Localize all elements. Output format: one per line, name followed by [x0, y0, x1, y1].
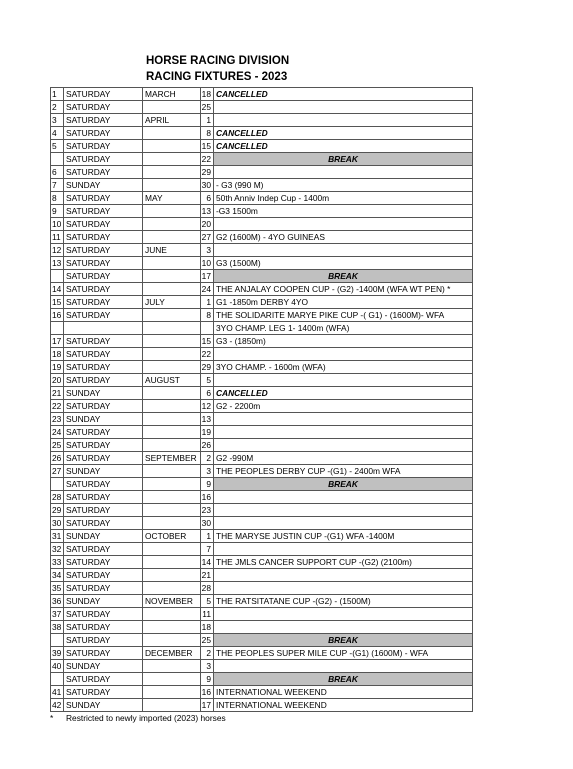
fixture-row	[51, 699, 473, 712]
day-cell: SUNDAY	[64, 179, 143, 192]
month-cell: SEPTEMBER	[143, 452, 201, 465]
event-cell: BREAK	[214, 270, 473, 283]
date-cell: 9	[201, 478, 214, 491]
event-cell: G1 -1850m DERBY 4YO	[214, 296, 473, 309]
row-number-cell	[51, 270, 64, 283]
event-cell: - G3 (990 M)	[214, 179, 473, 192]
event-cell	[214, 621, 473, 634]
fixture-row	[51, 283, 473, 296]
fixture-row	[51, 582, 473, 595]
month-cell	[143, 686, 201, 699]
month-cell	[143, 569, 201, 582]
fixture-row	[51, 153, 473, 166]
day-cell: SATURDAY	[64, 452, 143, 465]
month-cell	[143, 218, 201, 231]
fixture-row	[51, 673, 473, 686]
date-cell: 29	[201, 166, 214, 179]
month-cell: OCTOBER	[143, 530, 201, 543]
row-number-cell	[51, 673, 64, 686]
row-number-cell: 12	[51, 244, 64, 257]
fixture-row	[51, 543, 473, 556]
event-cell: BREAK	[214, 673, 473, 686]
row-number-cell: 35	[51, 582, 64, 595]
month-cell	[143, 231, 201, 244]
row-number-cell	[51, 478, 64, 491]
day-cell: SATURDAY	[64, 439, 143, 452]
date-cell: 19	[201, 426, 214, 439]
fixture-row	[51, 387, 473, 400]
event-cell: THE JMLS CANCER SUPPORT CUP -(G2) (2100m)	[214, 556, 473, 569]
row-number-cell: 3	[51, 114, 64, 127]
month-cell	[143, 348, 201, 361]
date-cell: 5	[201, 374, 214, 387]
row-number-cell: 17	[51, 335, 64, 348]
event-cell	[214, 504, 473, 517]
month-cell	[143, 387, 201, 400]
event-cell	[214, 413, 473, 426]
event-cell: THE MARYSE JUSTIN CUP -(G1) WFA -1400M	[214, 530, 473, 543]
row-number-cell: 25	[51, 439, 64, 452]
date-cell: 30	[201, 179, 214, 192]
fixture-row	[51, 257, 473, 270]
event-cell: CANCELLED	[214, 387, 473, 400]
event-cell: G2 (1600M) - 4YO GUINEAS	[214, 231, 473, 244]
day-cell: SATURDAY	[64, 621, 143, 634]
day-cell: SATURDAY	[64, 127, 143, 140]
row-number-cell: 27	[51, 465, 64, 478]
row-number-cell: 13	[51, 257, 64, 270]
event-cell	[214, 517, 473, 530]
day-cell: SUNDAY	[64, 530, 143, 543]
row-number-cell: 6	[51, 166, 64, 179]
event-cell: CANCELLED	[214, 127, 473, 140]
event-cell: G3 - (1850m)	[214, 335, 473, 348]
row-number-cell: 19	[51, 361, 64, 374]
event-cell: THE SOLIDARITE MARYE PIKE CUP -( G1) - (1600M)- WFA	[214, 309, 473, 322]
month-cell	[143, 127, 201, 140]
date-cell: 25	[201, 634, 214, 647]
fixture-row	[51, 101, 473, 114]
day-cell: SATURDAY	[64, 686, 143, 699]
date-cell: 17	[201, 699, 214, 712]
event-cell: THE PEOPLES DERBY CUP -(G1) - 2400m WFA	[214, 465, 473, 478]
row-number-cell	[51, 634, 64, 647]
fixture-row	[51, 309, 473, 322]
month-cell: APRIL	[143, 114, 201, 127]
event-cell: 50th Anniv Indep Cup - 1400m	[214, 192, 473, 205]
date-cell: 11	[201, 608, 214, 621]
day-cell: SATURDAY	[64, 517, 143, 530]
fixture-row	[51, 179, 473, 192]
month-cell: JULY	[143, 296, 201, 309]
date-cell: 2	[201, 452, 214, 465]
day-cell: SUNDAY	[64, 660, 143, 673]
fixture-row	[51, 114, 473, 127]
row-number-cell: 39	[51, 647, 64, 660]
day-cell: SATURDAY	[64, 348, 143, 361]
day-cell: SATURDAY	[64, 673, 143, 686]
row-number-cell: 41	[51, 686, 64, 699]
event-cell: CANCELLED	[214, 88, 473, 101]
row-number-cell: 14	[51, 283, 64, 296]
row-number-cell	[51, 322, 64, 335]
fixture-row	[51, 517, 473, 530]
day-cell: SATURDAY	[64, 374, 143, 387]
month-cell	[143, 179, 201, 192]
fixture-row	[51, 361, 473, 374]
day-cell: SATURDAY	[64, 140, 143, 153]
month-cell	[143, 673, 201, 686]
row-number-cell: 18	[51, 348, 64, 361]
row-number-cell: 26	[51, 452, 64, 465]
day-cell: SUNDAY	[64, 699, 143, 712]
row-number-cell: 29	[51, 504, 64, 517]
day-cell: SATURDAY	[64, 309, 143, 322]
date-cell: 15	[201, 140, 214, 153]
event-cell	[214, 660, 473, 673]
date-cell: 16	[201, 686, 214, 699]
event-cell	[214, 491, 473, 504]
row-number-cell: 23	[51, 413, 64, 426]
date-cell: 10	[201, 257, 214, 270]
row-number-cell: 38	[51, 621, 64, 634]
row-number-cell: 32	[51, 543, 64, 556]
month-cell	[143, 413, 201, 426]
event-cell: CANCELLED	[214, 140, 473, 153]
day-cell: SATURDAY	[64, 257, 143, 270]
date-cell: 13	[201, 205, 214, 218]
month-cell	[143, 556, 201, 569]
fixture-row	[51, 608, 473, 621]
event-cell: INTERNATIONAL WEEKEND	[214, 686, 473, 699]
day-cell: SATURDAY	[64, 582, 143, 595]
date-cell: 21	[201, 569, 214, 582]
event-cell: 3YO CHAMP. - 1600m (WFA)	[214, 361, 473, 374]
row-number-cell: 37	[51, 608, 64, 621]
row-number-cell: 8	[51, 192, 64, 205]
month-cell	[143, 517, 201, 530]
event-cell	[214, 166, 473, 179]
day-cell: SATURDAY	[64, 400, 143, 413]
day-cell: SATURDAY	[64, 88, 143, 101]
event-cell	[214, 439, 473, 452]
date-cell: 16	[201, 491, 214, 504]
day-cell: SATURDAY	[64, 218, 143, 231]
event-cell: THE PEOPLES SUPER MILE CUP -(G1) (1600M) - WFA	[214, 647, 473, 660]
event-cell	[214, 608, 473, 621]
date-cell: 25	[201, 101, 214, 114]
fixture-row	[51, 296, 473, 309]
fixture-row	[51, 426, 473, 439]
day-cell: SATURDAY	[64, 361, 143, 374]
event-cell: INTERNATIONAL WEEKEND	[214, 699, 473, 712]
fixtures-table	[50, 87, 473, 712]
event-cell	[214, 114, 473, 127]
day-cell: SATURDAY	[64, 166, 143, 179]
row-number-cell: 36	[51, 595, 64, 608]
month-cell	[143, 205, 201, 218]
day-cell: SATURDAY	[64, 543, 143, 556]
row-number-cell: 28	[51, 491, 64, 504]
day-cell: SATURDAY	[64, 335, 143, 348]
event-cell	[214, 374, 473, 387]
document-subtitle: RACING FIXTURES - 2023	[146, 71, 288, 83]
month-cell: JUNE	[143, 244, 201, 257]
day-cell: SATURDAY	[64, 504, 143, 517]
date-cell: 30	[201, 517, 214, 530]
footnote	[50, 713, 226, 723]
footnote-text: Restricted to newly imported (2023) horses	[66, 713, 226, 723]
date-cell: 23	[201, 504, 214, 517]
month-cell	[143, 270, 201, 283]
date-cell: 3	[201, 244, 214, 257]
fixture-row	[51, 270, 473, 283]
day-cell: SUNDAY	[64, 413, 143, 426]
month-cell	[143, 660, 201, 673]
date-cell: 2	[201, 647, 214, 660]
date-cell: 14	[201, 556, 214, 569]
month-cell	[143, 257, 201, 270]
fixture-row	[51, 686, 473, 699]
month-cell: AUGUST	[143, 374, 201, 387]
date-cell: 1	[201, 114, 214, 127]
day-cell: SATURDAY	[64, 296, 143, 309]
event-cell	[214, 543, 473, 556]
day-cell: SUNDAY	[64, 595, 143, 608]
month-cell	[143, 634, 201, 647]
day-cell: SATURDAY	[64, 244, 143, 257]
event-cell: G3 (1500M)	[214, 257, 473, 270]
fixture-row	[51, 218, 473, 231]
month-cell	[143, 478, 201, 491]
day-cell: SATURDAY	[64, 231, 143, 244]
date-cell: 22	[201, 348, 214, 361]
date-cell: 18	[201, 621, 214, 634]
fixture-row	[51, 400, 473, 413]
date-cell: 8	[201, 127, 214, 140]
event-cell: -G3 1500m	[214, 205, 473, 218]
row-number-cell: 1	[51, 88, 64, 101]
fixture-row	[51, 504, 473, 517]
day-cell: SATURDAY	[64, 647, 143, 660]
date-cell: 27	[201, 231, 214, 244]
fixture-row	[51, 205, 473, 218]
day-cell: SATURDAY	[64, 270, 143, 283]
date-cell: 22	[201, 153, 214, 166]
row-number-cell: 24	[51, 426, 64, 439]
day-cell: SATURDAY	[64, 491, 143, 504]
date-cell: 6	[201, 192, 214, 205]
event-cell: THE RATSITATANE CUP -(G2) - (1500M)	[214, 595, 473, 608]
day-cell: SUNDAY	[64, 465, 143, 478]
date-cell: 3	[201, 465, 214, 478]
date-cell: 6	[201, 387, 214, 400]
row-number-cell: 7	[51, 179, 64, 192]
date-cell: 24	[201, 283, 214, 296]
row-number-cell: 40	[51, 660, 64, 673]
row-number-cell: 22	[51, 400, 64, 413]
month-cell: MARCH	[143, 88, 201, 101]
date-cell: 29	[201, 361, 214, 374]
date-cell: 20	[201, 218, 214, 231]
fixture-row	[51, 244, 473, 257]
row-number-cell: 5	[51, 140, 64, 153]
row-number-cell: 34	[51, 569, 64, 582]
fixture-row	[51, 491, 473, 504]
event-cell	[214, 101, 473, 114]
day-cell: SATURDAY	[64, 634, 143, 647]
fixture-row	[51, 348, 473, 361]
month-cell	[143, 543, 201, 556]
footnote-marker: *	[50, 713, 54, 723]
date-cell: 3	[201, 660, 214, 673]
day-cell: SATURDAY	[64, 192, 143, 205]
month-cell	[143, 608, 201, 621]
month-cell: NOVEMBER	[143, 595, 201, 608]
fixture-row	[51, 192, 473, 205]
row-number-cell: 42	[51, 699, 64, 712]
fixture-row	[51, 166, 473, 179]
month-cell	[143, 309, 201, 322]
fixture-row	[51, 452, 473, 465]
event-cell	[214, 569, 473, 582]
month-cell	[143, 621, 201, 634]
event-cell	[214, 348, 473, 361]
month-cell	[143, 439, 201, 452]
row-number-cell: 21	[51, 387, 64, 400]
fixture-row	[51, 569, 473, 582]
event-cell: G2 - 2200m	[214, 400, 473, 413]
fixture-row	[51, 322, 473, 335]
day-cell: SATURDAY	[64, 608, 143, 621]
row-number-cell: 33	[51, 556, 64, 569]
month-cell	[143, 101, 201, 114]
month-cell	[143, 283, 201, 296]
event-cell	[214, 218, 473, 231]
month-cell	[143, 153, 201, 166]
day-cell: SATURDAY	[64, 569, 143, 582]
event-cell: BREAK	[214, 634, 473, 647]
fixture-row	[51, 621, 473, 634]
row-number-cell: 31	[51, 530, 64, 543]
day-cell: SATURDAY	[64, 101, 143, 114]
month-cell	[143, 335, 201, 348]
fixture-row	[51, 595, 473, 608]
row-number-cell: 2	[51, 101, 64, 114]
month-cell	[143, 166, 201, 179]
row-number-cell	[51, 153, 64, 166]
month-cell	[143, 699, 201, 712]
fixture-row	[51, 660, 473, 673]
row-number-cell: 30	[51, 517, 64, 530]
date-cell	[201, 322, 214, 335]
fixture-row	[51, 465, 473, 478]
date-cell: 8	[201, 309, 214, 322]
day-cell: SATURDAY	[64, 153, 143, 166]
row-number-cell: 11	[51, 231, 64, 244]
date-cell: 18	[201, 88, 214, 101]
date-cell: 15	[201, 335, 214, 348]
date-cell: 13	[201, 413, 214, 426]
event-cell: 3YO CHAMP. LEG 1- 1400m (WFA)	[214, 322, 473, 335]
month-cell	[143, 582, 201, 595]
month-cell	[143, 140, 201, 153]
event-cell	[214, 244, 473, 257]
event-cell: BREAK	[214, 153, 473, 166]
day-cell: SATURDAY	[64, 205, 143, 218]
month-cell	[143, 426, 201, 439]
month-cell	[143, 361, 201, 374]
event-cell: G2 -990M	[214, 452, 473, 465]
day-cell: SATURDAY	[64, 556, 143, 569]
date-cell: 5	[201, 595, 214, 608]
fixture-row	[51, 530, 473, 543]
date-cell: 17	[201, 270, 214, 283]
row-number-cell: 15	[51, 296, 64, 309]
row-number-cell: 16	[51, 309, 64, 322]
row-number-cell: 9	[51, 205, 64, 218]
month-cell	[143, 465, 201, 478]
month-cell: MAY	[143, 192, 201, 205]
day-cell: SATURDAY	[64, 114, 143, 127]
row-number-cell: 20	[51, 374, 64, 387]
event-cell: THE ANJALAY COOPEN CUP - (G2) -1400M (WFA WT PEN) *	[214, 283, 473, 296]
fixture-row	[51, 413, 473, 426]
day-cell: SATURDAY	[64, 478, 143, 491]
date-cell: 1	[201, 530, 214, 543]
fixture-row	[51, 439, 473, 452]
day-cell: SATURDAY	[64, 283, 143, 296]
fixture-row	[51, 556, 473, 569]
fixture-row	[51, 335, 473, 348]
fixture-row	[51, 140, 473, 153]
row-number-cell: 10	[51, 218, 64, 231]
row-number-cell: 4	[51, 127, 64, 140]
month-cell	[143, 504, 201, 517]
month-cell	[143, 491, 201, 504]
day-cell	[64, 322, 143, 335]
fixture-row	[51, 478, 473, 491]
date-cell: 26	[201, 439, 214, 452]
date-cell: 9	[201, 673, 214, 686]
month-cell	[143, 400, 201, 413]
date-cell: 28	[201, 582, 214, 595]
month-cell: DECEMBER	[143, 647, 201, 660]
day-cell: SATURDAY	[64, 426, 143, 439]
fixture-row	[51, 88, 473, 101]
event-cell: BREAK	[214, 478, 473, 491]
fixture-row	[51, 634, 473, 647]
fixture-row	[51, 647, 473, 660]
date-cell: 7	[201, 543, 214, 556]
date-cell: 1	[201, 296, 214, 309]
fixture-row	[51, 231, 473, 244]
fixture-row	[51, 374, 473, 387]
document-title: HORSE RACING DIVISION	[146, 55, 290, 67]
event-cell	[214, 582, 473, 595]
fixture-row	[51, 127, 473, 140]
event-cell	[214, 426, 473, 439]
date-cell: 12	[201, 400, 214, 413]
day-cell: SUNDAY	[64, 387, 143, 400]
month-cell	[143, 322, 201, 335]
